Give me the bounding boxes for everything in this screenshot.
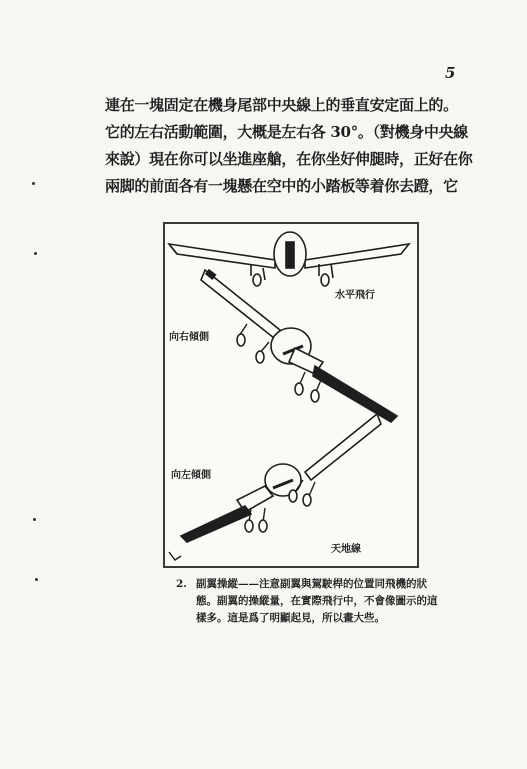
label-bank-right: 向右傾側: [169, 332, 209, 343]
caption-number: 2.: [176, 578, 187, 590]
scan-speck: [35, 578, 38, 581]
body-line: 來說）現在你可以坐進座艙，在你坐好伸腿時，正好在你: [105, 150, 473, 168]
body-line: 它的左右活動範圍，大概是左右各 30°。（對機身中央線: [105, 123, 468, 141]
aircraft-illustration: [165, 224, 417, 566]
body-line: 連在一塊固定在機身尾部中央線上的垂直安定面上的。: [105, 96, 458, 114]
bank-left-airplane: [181, 414, 381, 542]
aileron-figure: [163, 222, 419, 568]
body-line: 兩脚的前面各有一塊懸在空中的小踏板等着你去蹬，它: [105, 177, 458, 195]
label-horizon: 天地線: [331, 544, 361, 555]
scan-speck: [34, 252, 37, 255]
caption-text: 副翼操縱——注意副翼與駕駛桿的位置同飛機的狀態。副翼的操縱量，在實際飛行中，不會像圖示的這樣多。這是爲了明顯起見，所以畫大些。: [196, 578, 438, 624]
label-level-flight: 水平飛行: [335, 290, 375, 301]
body-text: [105, 92, 485, 200]
label-bank-left: 向左傾側: [171, 470, 211, 481]
page-number: 5: [445, 64, 456, 82]
scan-speck: [33, 518, 36, 521]
figure-caption: [176, 576, 446, 627]
scan-speck: [32, 182, 35, 185]
horizon-mark: [169, 552, 181, 560]
